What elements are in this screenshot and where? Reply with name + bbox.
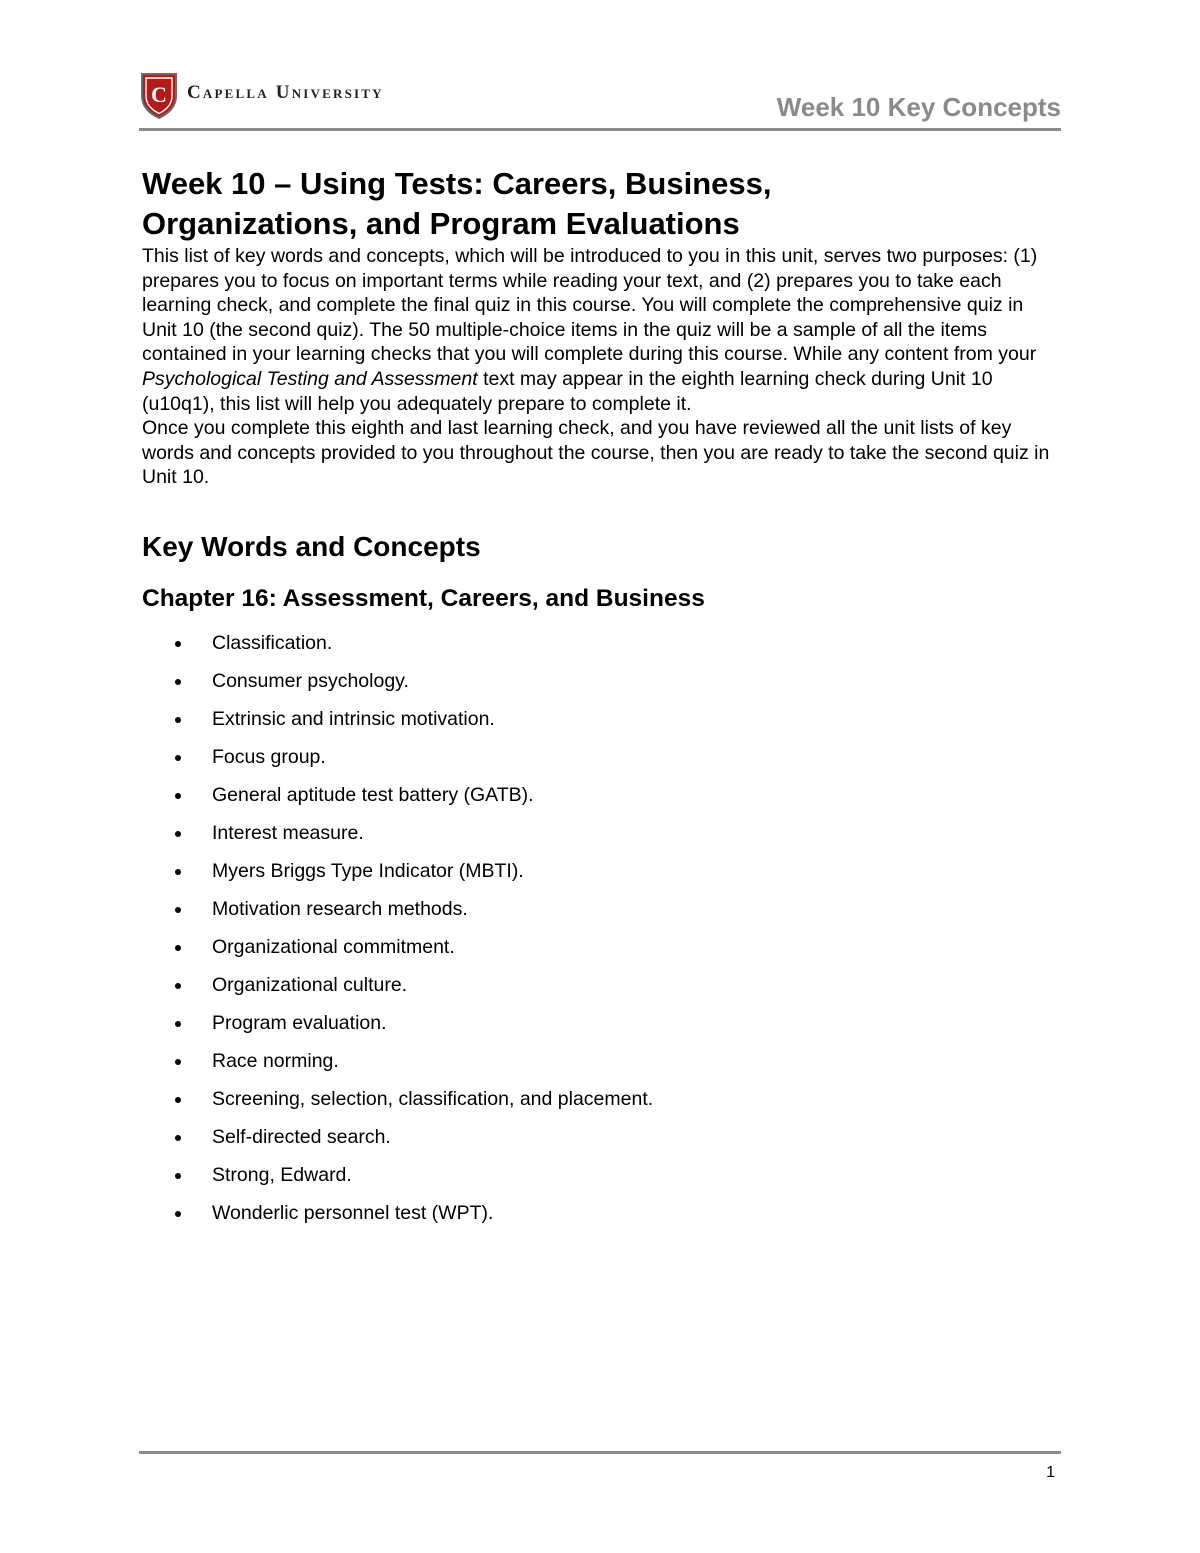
section-heading: Key Words and Concepts <box>142 530 481 562</box>
list-item <box>142 1118 1052 1156</box>
term-label: General aptitude test battery (GATB). <box>212 783 534 806</box>
bullet-icon <box>175 1059 181 1065</box>
list-item <box>142 814 1052 852</box>
term-label: Motivation research methods. <box>212 897 468 920</box>
list-item <box>142 738 1052 776</box>
list-item <box>142 1004 1052 1042</box>
list-item <box>142 928 1052 966</box>
bullet-icon <box>175 869 181 875</box>
list-item <box>142 890 1052 928</box>
list-item <box>142 700 1052 738</box>
document-body <box>142 164 1052 1232</box>
footer-divider <box>139 1451 1061 1454</box>
term-label: Organizational culture. <box>212 973 408 996</box>
capella-logo <box>139 70 384 120</box>
bullet-icon <box>175 755 181 761</box>
second-paragraph: Once you complete this eighth and last learning check, and you have reviewed all the unit lists of key words and concepts provided to you throughout the course, then you are ready to take the second quiz in Unit 10. <box>142 417 1050 489</box>
term-label: Screening, selection, classification, and placement. <box>212 1087 654 1110</box>
term-label: Organizational commitment. <box>212 935 455 958</box>
bullet-icon <box>175 1097 181 1103</box>
key-terms-list <box>142 624 1052 1232</box>
term-label: Extrinsic and intrinsic motivation. <box>212 707 495 730</box>
bullet-icon <box>175 717 181 723</box>
term-label: Program evaluation. <box>212 1011 387 1034</box>
list-item <box>142 662 1052 700</box>
list-item <box>142 1042 1052 1080</box>
term-label: Focus group. <box>212 745 326 768</box>
term-label: Wonderlic personnel test (WPT). <box>212 1201 494 1224</box>
list-item <box>142 1156 1052 1194</box>
document-title-line2: Organizations, and Program Evaluations <box>142 206 740 241</box>
bullet-icon <box>175 1135 181 1141</box>
list-item <box>142 776 1052 814</box>
list-item <box>142 966 1052 1004</box>
list-item <box>142 1080 1052 1118</box>
term-label: Strong, Edward. <box>212 1163 352 1186</box>
intro-text-part2: text may appear in the eighth learning check during Unit 10 (u10q1), this list will help you adequately prepare to complete it. <box>142 367 993 415</box>
header-title: Week 10 Key Concepts <box>776 92 1061 122</box>
intro-paragraph <box>142 244 1052 416</box>
bullet-icon <box>175 793 181 799</box>
term-label: Race norming. <box>212 1049 339 1072</box>
list-item <box>142 852 1052 890</box>
capella-shield-icon <box>139 70 179 120</box>
intro-text-part1: This list of key words and concepts, which will be introduced to you in this unit, serves two purposes: (1) prepares you to focus on important terms while reading your text, and (2) prepares you to take each learning check, and complete the final quiz in this course. You will complete the comprehensive quiz in Unit 10 (the second quiz). The 50 multiple-choice items in the quiz will be a sample of all the items contained in your learning checks that you will complete during this course. While any content from your <box>142 245 1038 366</box>
bullet-icon <box>175 983 181 989</box>
term-label: Myers Briggs Type Indicator (MBTI). <box>212 859 524 882</box>
header-divider <box>139 128 1061 131</box>
term-label: Consumer psychology. <box>212 669 409 692</box>
bullet-icon <box>175 1211 181 1217</box>
list-item <box>142 624 1052 662</box>
chapter-heading: Chapter 16: Assessment, Careers, and Business <box>142 584 705 612</box>
textbook-title: Psychological Testing and Assessment <box>142 367 478 390</box>
document-title <box>142 164 1052 244</box>
document-title-line1: Week 10 – Using Tests: Careers, Business, <box>142 166 772 201</box>
page-number: 1 <box>1046 1464 1055 1481</box>
bullet-icon <box>175 831 181 837</box>
term-label: Interest measure. <box>212 821 364 844</box>
list-item <box>142 1194 1052 1232</box>
bullet-icon <box>175 1173 181 1179</box>
bullet-icon <box>175 1021 181 1027</box>
term-label: Self-directed search. <box>212 1125 391 1148</box>
page-header <box>139 64 1061 132</box>
bullet-icon <box>175 945 181 951</box>
svg-text:C: C <box>151 82 167 107</box>
bullet-icon <box>175 907 181 913</box>
bullet-icon <box>175 679 181 685</box>
term-label: Classification. <box>212 631 333 654</box>
bullet-icon <box>175 641 181 647</box>
logo-wordmark: Capella University <box>187 82 384 103</box>
